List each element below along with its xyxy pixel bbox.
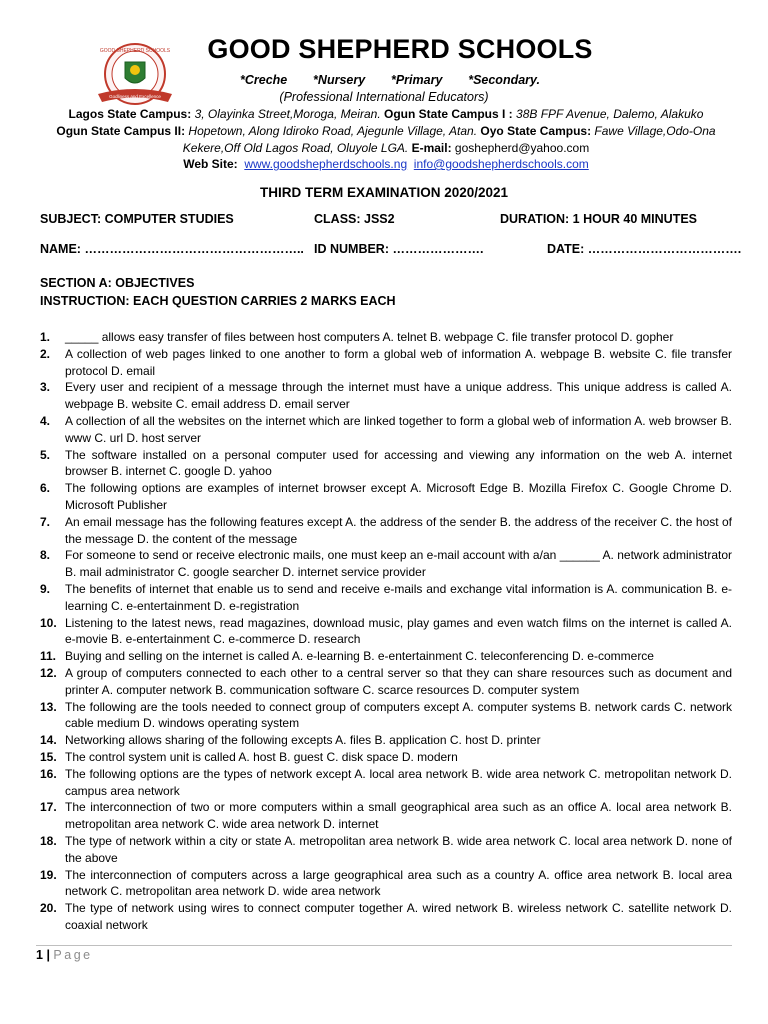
question-item (40, 514, 732, 548)
question-item (40, 447, 732, 481)
class-label: CLASS: JSS2 (314, 212, 395, 226)
question-number: 8. (40, 548, 51, 563)
oyo-campus-label: Oyo State Campus: (480, 124, 592, 138)
question-number: 10. (40, 615, 57, 630)
id-number-field: ID NUMBER: …………………. (314, 242, 484, 256)
address-line-1 (36, 106, 736, 123)
question-text: The type of network using wires to connect computer together A. wired network B. wireless network C. satellite network D. coaxial network (65, 901, 732, 932)
question-item (40, 547, 732, 581)
ogun-campus-2-label: Ogun State Campus II: (56, 124, 186, 138)
question-text: The control system unit is called A. host B. guest C. disk space D. modern (65, 749, 458, 764)
question-number: 12. (40, 665, 57, 680)
website-label: Web Site: (183, 157, 238, 171)
question-number: 16. (40, 766, 57, 781)
question-item (40, 799, 732, 833)
candidate-info-row (40, 242, 740, 258)
question-item (40, 346, 732, 380)
exam-info-row (40, 212, 740, 228)
level-creche: *Creche (240, 73, 288, 87)
question-text: For someone to send or receive electronic mails, one must keep an e-mail account with a/an ______ A. network administrator B. mail administrator C. google searcher D. internet service provider (65, 548, 732, 580)
email-label: E-mail: (408, 140, 452, 155)
question-number: 15. (40, 749, 57, 764)
question-text: The interconnection of computers across a large geographical area such as a country A. office area network B. local area network C. metropolitan area network D. wide area network (65, 867, 732, 899)
question-text: A group of computers connected to each other to a central server so that they can share resources such as document and printer A. computer network B. communication software C. scarce resources D. computer system (65, 665, 732, 697)
question-text: Every user and recipient of a message through the internet must have a unique address. This unique address is called A. webpage B. website C. email address D. email server (65, 380, 732, 412)
address-line-2 (36, 123, 736, 156)
lagos-campus-label: Lagos State Campus: (68, 107, 192, 121)
level-nursery: *Nursery (313, 73, 366, 87)
website-link[interactable]: www.goodshepherdschools.ng (244, 157, 408, 171)
email-address: goshepherd@yahoo.com (451, 140, 590, 155)
school-tagline: (Professional International Educators) (279, 90, 489, 104)
question-number: 7. (40, 514, 51, 529)
page-number: 1 (36, 948, 43, 962)
school-name: GOOD SHEPHERD SCHOOLS (207, 34, 593, 64)
question-number: 11. (40, 649, 57, 664)
lagos-campus-address: 3, Olayinka Street,Moroga, Meiran. (191, 107, 381, 121)
question-item (40, 833, 732, 867)
question-number: 18. (40, 833, 57, 848)
question-text: A collection of all the websites on the internet which are linked together to form a global web of information A. web browser B. www C. url D. host server (65, 413, 732, 445)
question-text: The software installed on a personal computer used for accessing and viewing any information on the web A. internet browser B. internet C. google D. yahoo (65, 447, 732, 479)
question-text: An email message has the following features except A. the address of the sender B. the address of the receiver C. the host of the message D. the content of the message (65, 514, 732, 546)
question-text: Listening to the latest news, read magazines, download music, play games and even watch films on the internet is called A. e-movie B. e-entertainment C. e-commerce D. research (65, 615, 732, 647)
question-item (40, 379, 732, 413)
page-word: Page (53, 948, 93, 962)
name-field: NAME: …………………………………………….. (40, 242, 304, 256)
ogun-campus-1-address: 38B FPF Avenue, Dalemo, Alakuko (512, 107, 704, 121)
page-footer (36, 948, 93, 962)
question-text: The following options are the types of network except A. local area network B. wide area network C. metropolitan network D. campus area network (65, 766, 732, 798)
level-secondary: *Secondary. (468, 73, 540, 87)
question-item (40, 867, 732, 901)
svg-text:GOOD SHEPHERD SCHOOLS: GOOD SHEPHERD SCHOOLS (99, 48, 171, 54)
question-number: 1. (40, 330, 51, 344)
footer-divider (36, 945, 732, 946)
question-text: The benefits of internet that enable us to send and receive e-mails and exchange vital information is A. communication B. e-learning C. e-entertainment D. e-registration (65, 581, 732, 613)
question-number: 14. (40, 733, 57, 748)
page-separator: | (46, 948, 50, 962)
ogun-campus-2-address: Hopetown, Along Idiroko Road, Ajegunle Village, Atan. (185, 124, 478, 138)
question-item (40, 766, 732, 800)
question-number: 19. (40, 867, 57, 882)
question-number: 5. (40, 447, 51, 462)
date-field: DATE: ………………………………. (547, 242, 742, 256)
address-line-3 (36, 156, 736, 173)
question-number: 2. (40, 346, 51, 361)
duration-label: DURATION: 1 HOUR 40 MINUTES (500, 212, 698, 226)
question-number: 20. (40, 901, 57, 916)
question-number: 4. (40, 413, 51, 428)
question-number: 9. (40, 581, 51, 596)
question-item (40, 900, 732, 934)
question-item (40, 665, 732, 699)
section-instruction: INSTRUCTION: EACH QUESTION CARRIES 2 MARKS EACH (40, 294, 396, 308)
question-text: Networking allows sharing of the following excepts A. files B. application C. host D. printer (65, 733, 541, 748)
question-number: 3. (40, 380, 51, 395)
question-item (40, 732, 732, 749)
exam-title: THIRD TERM EXAMINATION 2020/2021 (259, 185, 509, 200)
question-item (40, 749, 732, 766)
question-item (40, 413, 732, 447)
question-text: _____ allows easy transfer of files between host computers A. telnet B. webpage C. file transfer protocol D. gopher (65, 330, 674, 344)
question-text: The following are the tools needed to connect group of computers except A. computer systems B. network cards C. network cable medium D. windows operating system (65, 699, 732, 731)
ogun-campus-1-label: Ogun State Campus I : (384, 107, 513, 121)
question-item (40, 480, 732, 514)
question-item (40, 329, 732, 346)
subject-label: SUBJECT: COMPUTER STUDIES (40, 212, 234, 226)
level-primary: *Primary (390, 73, 443, 87)
question-text: The type of network within a city or state A. metropolitan area network B. wide area network C. local area network D. none of the above (65, 833, 732, 865)
info-email-link[interactable]: info@goodshepherdschools.com (413, 157, 589, 171)
question-item (40, 648, 732, 665)
question-list (40, 329, 732, 934)
section-title: SECTION A: OBJECTIVES (40, 276, 195, 290)
question-number: 6. (40, 481, 51, 496)
question-text: The interconnection of two or more computers within a small geographical area such as an office A. local area network B. metropolitan area network C. wide area network D. internet (65, 800, 732, 832)
oyo-campus-address: Fawe Village,Odo-Ona Kekere,Off Old Lagos Road, Oluyole LGA. (182, 124, 716, 155)
question-item (40, 615, 732, 649)
school-levels (240, 73, 540, 87)
question-text: The following options are examples of internet browser except A. Microsoft Edge B. Mozilla Firefox C. Google Chrome D. Microsoft Publisher (65, 481, 732, 512)
question-text: A collection of web pages linked to one another to form a global web of information A. webpage B. website C. file transfer protocol D. email (65, 346, 732, 378)
question-item (40, 581, 732, 615)
question-text: Buying and selling on the internet is called A. e-learning B. e-entertainment C. teleconferencing D. e-commerce (65, 649, 654, 664)
question-number: 17. (40, 800, 57, 815)
svg-text:Godliness and Excellence: Godliness and Excellence (109, 94, 161, 99)
question-number: 13. (40, 699, 57, 714)
question-item (40, 699, 732, 733)
